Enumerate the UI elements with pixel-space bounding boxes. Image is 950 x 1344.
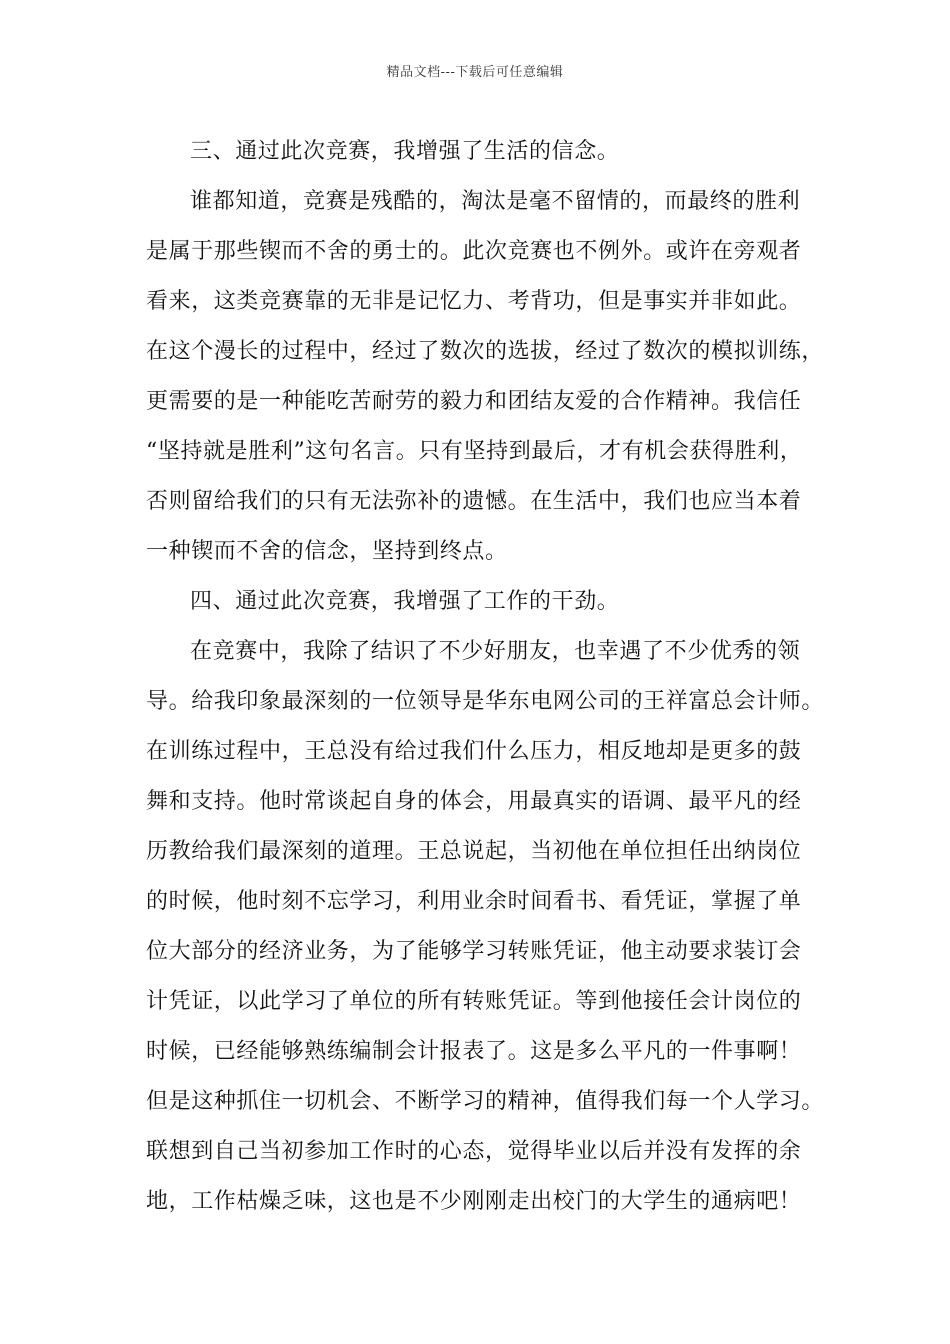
text-line: 地，工作枯燥乏味，这也是不少刚刚走出校门的大学生的通病吧！ — [146, 1189, 802, 1214]
text-line: 在这个漫长的过程中，经过了数次的选拔，经过了数次的模拟训练， — [146, 339, 825, 364]
text-line: 时候，已经能够熟练编制会计报表了。这是多么平凡的一件事啊！ — [146, 1039, 802, 1064]
heading-section-4: 四、通过此次竞赛，我增强了工作的干劲。 — [190, 589, 620, 614]
text-line: 的时候，他时刻不忘学习，利用业余时间看书、看凭证，掌握了单 — [146, 889, 802, 914]
text-line: 一种锲而不舍的信念，坚持到终点。 — [146, 539, 508, 564]
text-line: 舞和支持。他时常谈起自身的体会，用最真实的语调、最平凡的经 — [146, 789, 802, 814]
text-line: “坚持就是胜利”这句名言。只有坚持到最后，才有机会获得胜利， — [146, 439, 803, 464]
text-line: 导。给我印象最深刻的一位领导是华东电网公司的王祥富总会计师。 — [146, 689, 825, 714]
text-line: 位大部分的经济业务，为了能够学习转账凭证，他主动要求装订会 — [146, 939, 802, 964]
text-line: 更需要的是一种能吃苦耐劳的毅力和团结友爱的合作精神。我信任 — [146, 389, 802, 414]
text-line: 历教给我们最深刻的道理。王总说起，当初他在单位担任出纳岗位 — [146, 839, 802, 864]
text-line: 是属于那些锲而不舍的勇士的。此次竞赛也不例外。或许在旁观者 — [146, 239, 802, 264]
text-line: 看来，这类竞赛靠的无非是记忆力、考背功，但是事实并非如此。 — [146, 289, 802, 314]
page-header: 精品文档---下载后可任意编辑 — [386, 65, 564, 80]
text-line: 在竞赛中，我除了结识了不少好朋友，也幸遇了不少优秀的领 — [190, 639, 801, 664]
text-line: 在训练过程中，王总没有给过我们什么压力，相反地却是更多的鼓 — [146, 739, 802, 764]
text-line: 计凭证，以此学习了单位的所有转账凭证。等到他接任会计岗位的 — [146, 989, 802, 1014]
text-line: 但是这种抓住一切机会、不断学习的精神，值得我们每一个人学习。 — [146, 1089, 825, 1114]
text-line: 谁都知道，竞赛是残酷的，淘汰是毫不留情的，而最终的胜利 — [190, 189, 801, 214]
text-line: 否则留给我们的只有无法弥补的遗憾。在生活中，我们也应当本着 — [146, 489, 802, 514]
text-line: 联想到自己当初参加工作时的心态，觉得毕业以后并没有发挥的余 — [146, 1139, 802, 1164]
heading-section-3: 三、通过此次竞赛，我增强了生活的信念。 — [190, 139, 620, 164]
